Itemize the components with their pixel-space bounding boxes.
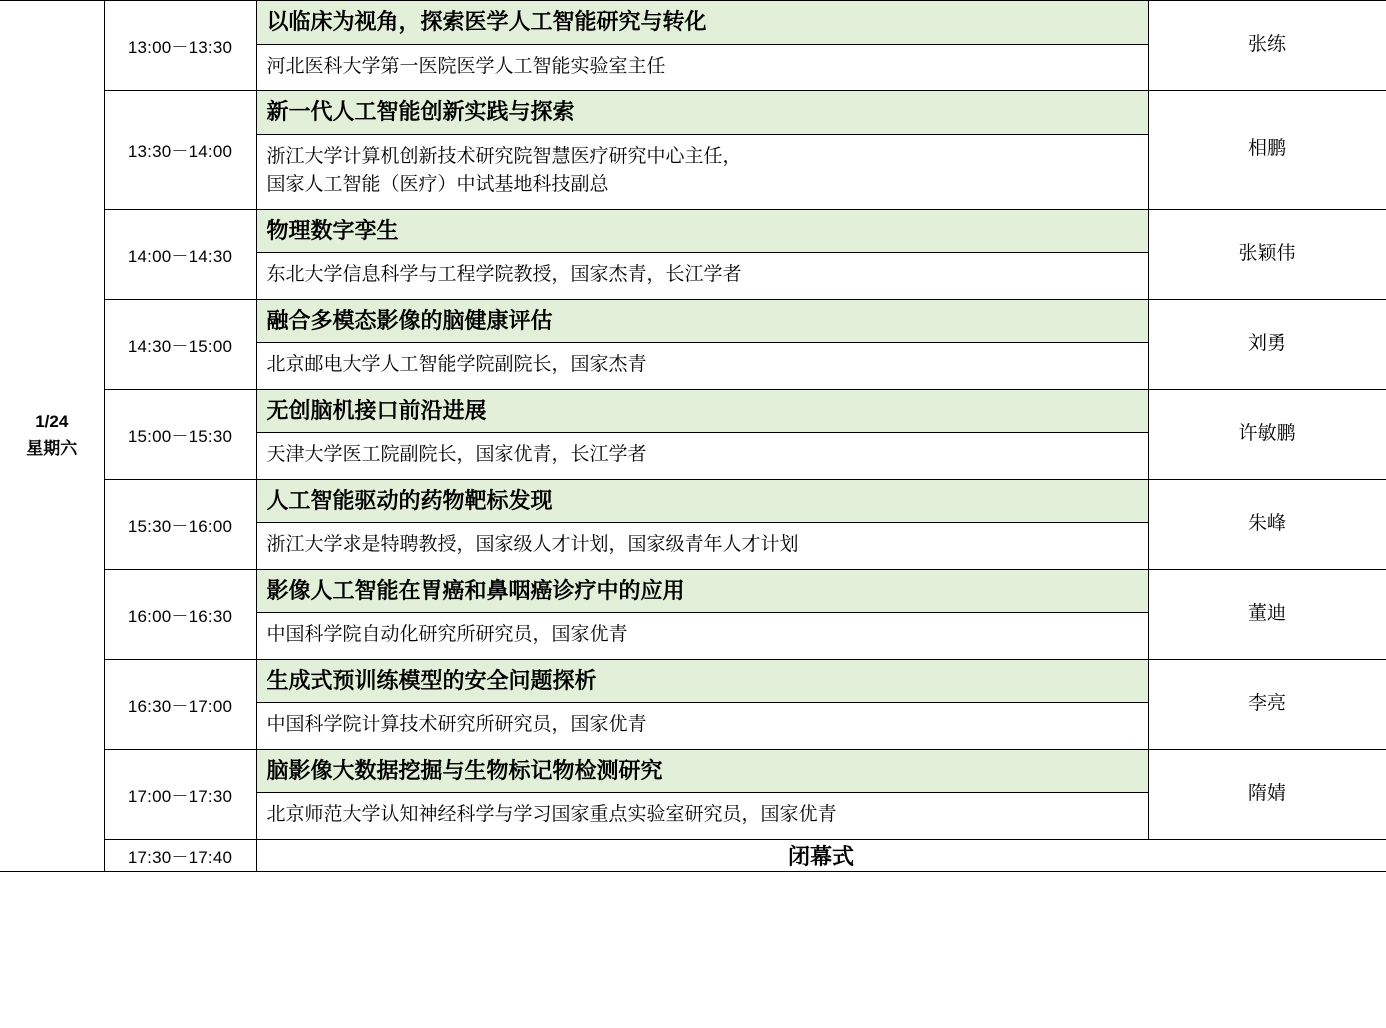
speaker-name: 许敏鹏 <box>1148 389 1386 479</box>
session-affiliation <box>257 703 1148 749</box>
affiliation-line: 中国科学院计算技术研究所研究员，国家优青 <box>266 714 647 735</box>
table-row <box>0 479 1386 569</box>
session-affiliation <box>257 793 1148 839</box>
session-time: 14:00－14:30 <box>104 209 256 299</box>
affiliation-line: 北京师范大学认知神经科学与学习国家重点实验室研究员，国家优青 <box>266 804 837 825</box>
session-cell <box>256 659 1148 749</box>
day-date: 1/24 <box>35 412 69 432</box>
session-time: 15:00－15:30 <box>104 389 256 479</box>
session-time: 16:00－16:30 <box>104 569 256 659</box>
session-title: 以临床为视角，探索医学人工智能研究与转化 <box>257 1 1148 45</box>
session-title: 影像人工智能在胃癌和鼻咽癌诊疗中的应用 <box>257 570 1148 614</box>
session-cell <box>256 389 1148 479</box>
session-time: 14:30－15:00 <box>104 299 256 389</box>
session-block <box>257 210 1148 299</box>
session-title: 新一代人工智能创新实践与探索 <box>257 91 1148 135</box>
session-time: 13:30－14:00 <box>104 91 256 210</box>
session-affiliation <box>257 135 1148 209</box>
table-row <box>0 659 1386 749</box>
speaker-name: 李亮 <box>1148 659 1386 749</box>
speaker-name: 朱峰 <box>1148 479 1386 569</box>
session-title: 生成式预训练模型的安全问题探析 <box>257 660 1148 704</box>
session-block <box>257 390 1148 479</box>
day-weekday: 星期六 <box>26 438 78 458</box>
session-cell <box>256 1 1148 91</box>
session-cell <box>256 91 1148 210</box>
session-time: 13:00－13:30 <box>104 1 256 91</box>
table-row <box>0 91 1386 210</box>
affiliation-line: 浙江大学计算机创新技术研究院智慧医疗研究中心主任， <box>266 145 742 167</box>
affiliation-line: 浙江大学求是特聘教授，国家级人才计划，国家级青年人才计划 <box>266 534 799 555</box>
session-title: 脑影像大数据挖掘与生物标记物检测研究 <box>257 750 1148 794</box>
affiliation-line: 中国科学院自动化研究所研究员，国家优青 <box>266 624 628 645</box>
table-row <box>0 299 1386 389</box>
session-time: 15:30－16:00 <box>104 479 256 569</box>
speaker-name: 隋婧 <box>1148 749 1386 839</box>
session-title: 无创脑机接口前沿进展 <box>257 390 1148 434</box>
table-row <box>0 569 1386 659</box>
session-affiliation <box>257 253 1148 299</box>
session-title: 融合多模态影像的脑健康评估 <box>257 300 1148 344</box>
affiliation-line: 东北大学信息科学与工程学院教授，国家杰青，长江学者 <box>266 264 742 285</box>
table-row <box>0 749 1386 839</box>
speaker-name: 相鹏 <box>1148 91 1386 210</box>
session-block <box>257 570 1148 659</box>
session-title: 人工智能驱动的药物靶标发现 <box>257 480 1148 524</box>
session-block <box>257 480 1148 569</box>
session-cell <box>256 749 1148 839</box>
table-row <box>0 1 1386 91</box>
closing-label: 闭幕式 <box>256 839 1386 871</box>
table-row-closing <box>0 839 1386 871</box>
session-time: 17:00－17:30 <box>104 749 256 839</box>
speaker-name: 刘勇 <box>1148 299 1386 389</box>
session-block <box>257 660 1148 749</box>
session-time: 16:30－17:00 <box>104 659 256 749</box>
affiliation-line: 国家人工智能（医疗）中试基地科技副总 <box>266 174 609 195</box>
table-row <box>0 389 1386 479</box>
session-affiliation <box>257 45 1148 91</box>
session-block <box>257 1 1148 90</box>
affiliation-line: 天津大学医工院副院长，国家优青，长江学者 <box>266 444 647 465</box>
session-affiliation <box>257 613 1148 659</box>
session-block <box>257 91 1148 209</box>
speaker-name: 张练 <box>1148 1 1386 91</box>
session-title: 物理数字孪生 <box>257 210 1148 254</box>
session-block <box>257 750 1148 839</box>
session-block <box>257 300 1148 389</box>
session-affiliation <box>257 343 1148 389</box>
affiliation-line: 北京邮电大学人工智能学院副院长，国家杰青 <box>266 354 647 375</box>
session-affiliation <box>257 523 1148 569</box>
session-cell <box>256 479 1148 569</box>
affiliation-line: 河北医科大学第一医院医学人工智能实验室主任 <box>266 55 666 77</box>
table-row <box>0 209 1386 299</box>
session-cell <box>256 299 1148 389</box>
speaker-name: 张颖伟 <box>1148 209 1386 299</box>
speaker-name: 董迪 <box>1148 569 1386 659</box>
closing-time: 17:30－17:40 <box>104 839 256 871</box>
session-cell <box>256 569 1148 659</box>
session-cell <box>256 209 1148 299</box>
session-affiliation <box>257 433 1148 479</box>
day-cell <box>0 1 104 872</box>
